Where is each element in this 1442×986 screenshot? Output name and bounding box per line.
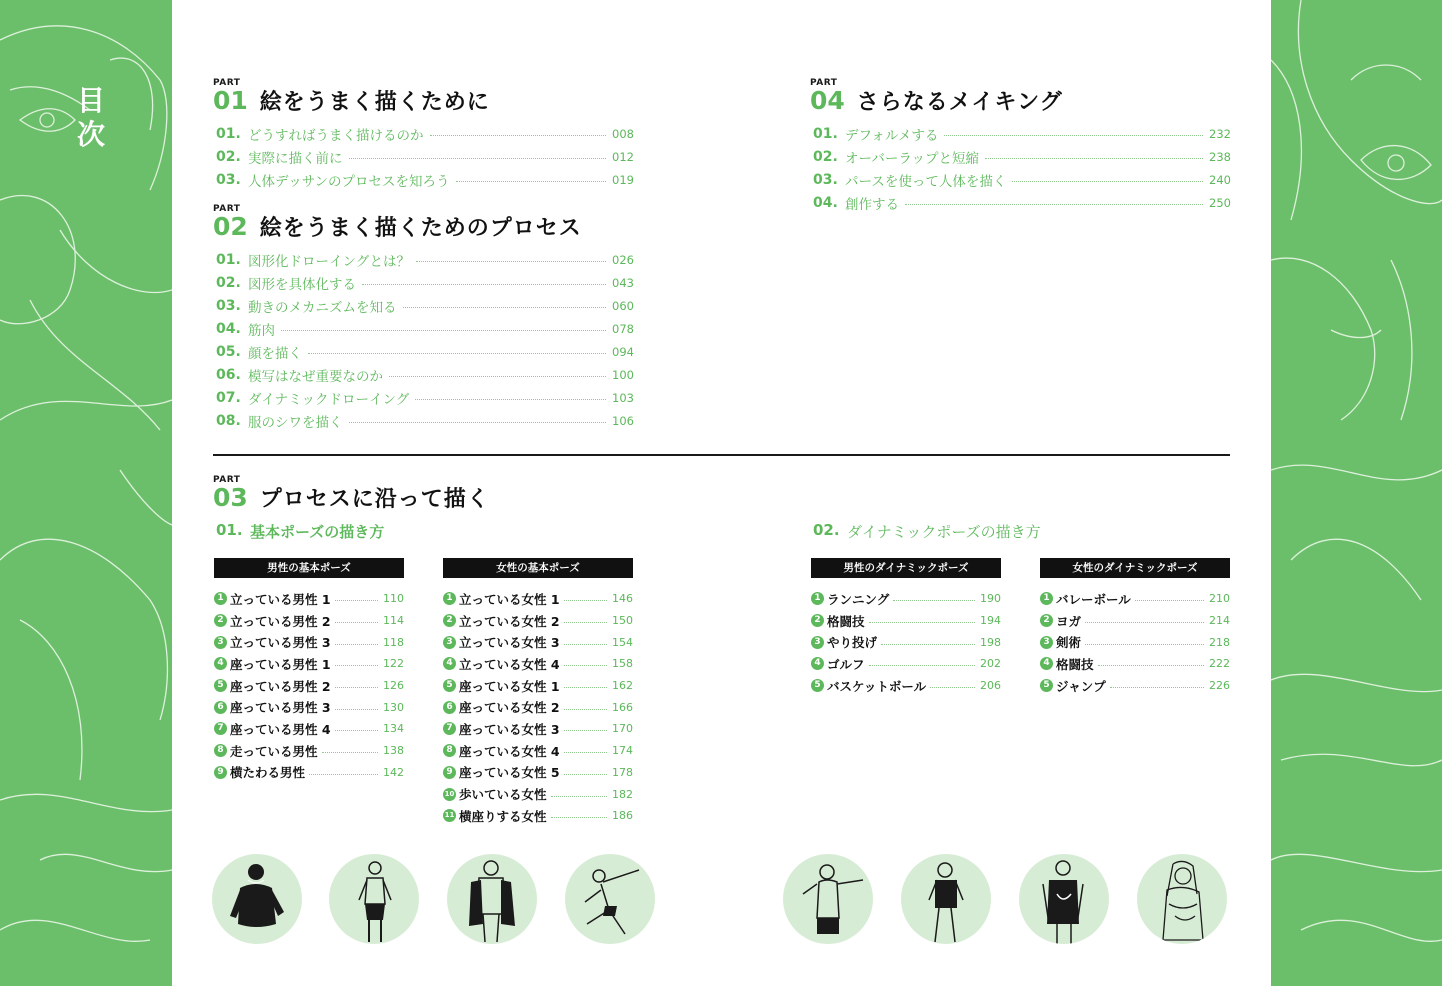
- dot-leader: [335, 665, 378, 666]
- entry-title: 実際に描く前に: [248, 150, 343, 167]
- part-01-header: [213, 78, 490, 116]
- pose-entry[interactable]: [214, 718, 404, 740]
- dot-leader: [551, 817, 607, 818]
- entry-page: 250: [1209, 195, 1231, 210]
- number-badge: 3: [214, 636, 227, 649]
- pose-entry[interactable]: [443, 783, 633, 805]
- pose-entry[interactable]: [214, 675, 404, 697]
- number-badge: 5: [811, 679, 824, 692]
- dot-leader: [564, 644, 607, 645]
- part-02-header: [213, 204, 582, 242]
- dot-leader: [335, 644, 378, 645]
- number-badge: 10: [443, 788, 456, 801]
- number-badge: 4: [443, 657, 456, 670]
- dot-leader: [564, 752, 607, 753]
- pose-title: 歩いている女性: [459, 787, 547, 803]
- number-badge: 4: [1040, 657, 1053, 670]
- pose-page: 150: [612, 614, 633, 628]
- pose-page: 134: [383, 722, 404, 736]
- part-number: 03: [213, 483, 248, 512]
- number-badge: 4: [214, 657, 227, 670]
- dot-leader: [415, 399, 606, 400]
- pose-page: 182: [612, 787, 633, 801]
- number-badge: 2: [1040, 614, 1053, 627]
- dot-leader: [389, 376, 606, 377]
- number-badge: 8: [214, 744, 227, 757]
- pose-entry[interactable]: [214, 762, 404, 784]
- toc-heading: [76, 84, 106, 152]
- part-title: 絵をうまく描くために: [259, 90, 490, 115]
- sub-title: 基本ポーズの描き方: [250, 523, 385, 541]
- number-badge: 5: [1040, 679, 1053, 692]
- pose-page: 110: [383, 592, 404, 606]
- number-badge: 7: [214, 722, 227, 735]
- pose-page: 186: [612, 809, 633, 823]
- dot-leader: [1110, 687, 1204, 688]
- dot-leader: [335, 709, 378, 710]
- toc-entry[interactable]: [813, 145, 1229, 168]
- part-title: さらなるメイキング: [856, 90, 1063, 115]
- dot-leader: [564, 622, 607, 623]
- number-badge: 3: [811, 636, 824, 649]
- pose-entry[interactable]: [1040, 675, 1230, 697]
- pose-page: 170: [612, 722, 633, 736]
- toc-entry[interactable]: [216, 122, 632, 145]
- dot-leader: [985, 158, 1203, 159]
- dot-leader: [335, 730, 378, 731]
- pose-title: 座っている女性 4: [459, 743, 560, 759]
- sub-number: 01.: [216, 521, 243, 539]
- part-number: 04: [810, 86, 845, 115]
- pose-title: 立っている男性 2: [230, 613, 331, 629]
- pose-entry[interactable]: [214, 631, 404, 653]
- number-badge: 1: [811, 592, 824, 605]
- entry-number: 05.: [216, 343, 241, 360]
- toc-entry[interactable]: [216, 340, 632, 363]
- part-label: PART: [810, 78, 838, 88]
- entry-title: 図形化ドローイングとは？: [248, 253, 410, 270]
- entry-number: 03.: [216, 297, 241, 314]
- category-male-dynamic: [811, 558, 1001, 696]
- category-female-basic: [443, 558, 633, 827]
- pose-title: 立っている女性 4: [459, 656, 560, 672]
- toc-entry[interactable]: [216, 145, 632, 168]
- category-header: 男性のダイナミックポーズ: [811, 558, 1001, 578]
- category-male-basic: [214, 558, 404, 783]
- pose-entry[interactable]: [443, 653, 633, 675]
- dot-leader: [944, 135, 1203, 136]
- dot-leader: [564, 687, 607, 688]
- pose-entry[interactable]: [214, 740, 404, 762]
- pose-entry[interactable]: [443, 696, 633, 718]
- entry-page: 019: [612, 172, 634, 187]
- pose-entry[interactable]: [1040, 610, 1230, 632]
- pose-page: 162: [612, 679, 633, 693]
- entry-title: 筋肉: [248, 322, 275, 339]
- pose-title: 座っている女性 2: [459, 700, 560, 716]
- entry-page: 026: [612, 252, 634, 267]
- number-badge: 2: [214, 614, 227, 627]
- entry-number: 01.: [813, 125, 838, 142]
- dot-leader: [564, 600, 607, 601]
- number-badge: 2: [811, 614, 824, 627]
- dot-leader: [362, 284, 606, 285]
- entry-number: 02.: [216, 274, 241, 291]
- entry-page: 103: [612, 390, 634, 405]
- toc-entry[interactable]: [216, 317, 632, 340]
- right-side-band: [1271, 0, 1442, 986]
- number-badge: 1: [214, 592, 227, 605]
- pose-entry[interactable]: [1040, 588, 1230, 610]
- number-badge: 9: [443, 766, 456, 779]
- pose-title: ヨガ: [1056, 613, 1082, 629]
- number-badge: 7: [443, 722, 456, 735]
- pose-page: 142: [383, 765, 404, 779]
- pose-title: 座っている男性 4: [230, 721, 331, 737]
- entry-title: 図形を具体化する: [248, 276, 356, 293]
- dot-leader: [1085, 622, 1204, 623]
- toc-heading-char: 次: [76, 118, 105, 151]
- dot-leader: [335, 622, 378, 623]
- dot-leader: [551, 796, 607, 797]
- pose-entry[interactable]: [443, 631, 633, 653]
- entry-number: 03.: [216, 171, 241, 188]
- entry-title: 創作する: [845, 196, 899, 213]
- pose-title: 座っている男性 2: [230, 678, 331, 694]
- pose-page: 214: [1209, 614, 1230, 628]
- part-label: PART: [213, 204, 241, 214]
- pose-page: 158: [612, 657, 633, 671]
- sub-title: ダイナミックポーズの描き方: [847, 523, 1041, 541]
- entry-title: どうすればうまく描けるのか: [248, 127, 424, 144]
- entry-number: 04.: [216, 320, 241, 337]
- pose-title: 走っている男性: [230, 743, 318, 759]
- number-badge: 5: [443, 679, 456, 692]
- subsection-dynamic-poses[interactable]: [813, 521, 1041, 542]
- pose-entry[interactable]: [811, 588, 1001, 610]
- dot-leader: [335, 600, 378, 601]
- part-04-list: [813, 122, 1229, 214]
- pose-entry[interactable]: [811, 675, 1001, 697]
- pose-page: 154: [612, 635, 633, 649]
- pose-entry[interactable]: [811, 631, 1001, 653]
- part-number: 01: [213, 86, 248, 115]
- dot-leader: [564, 730, 607, 731]
- dot-leader: [1085, 644, 1204, 645]
- pose-title: バレーボール: [1056, 591, 1131, 607]
- figure-thumbnail: [901, 854, 991, 944]
- pose-title: 座っている女性 1: [459, 678, 560, 694]
- dot-leader: [869, 622, 975, 623]
- toc-entry[interactable]: [216, 386, 632, 409]
- dot-leader: [349, 158, 607, 159]
- dot-leader: [335, 687, 378, 688]
- pose-title: 立っている女性 1: [459, 591, 560, 607]
- pose-page: 146: [612, 592, 633, 606]
- entry-page: 078: [612, 321, 634, 336]
- entry-title: ダイナミックドローイング: [248, 391, 410, 408]
- toc-entry[interactable]: [813, 191, 1229, 214]
- entry-number: 03.: [813, 171, 838, 188]
- entry-number: 01.: [216, 125, 241, 142]
- dot-leader: [456, 181, 606, 182]
- pose-title: 格闘技: [1056, 656, 1094, 672]
- pose-title: 座っている女性 3: [459, 721, 560, 737]
- pose-entry[interactable]: [811, 653, 1001, 675]
- dot-leader: [893, 600, 975, 601]
- pose-title: 格闘技: [827, 613, 865, 629]
- entry-title: パースを使って人体を描く: [845, 173, 1007, 190]
- pose-title: 横たわる男性: [230, 765, 306, 781]
- toc-heading-char: 目: [76, 84, 105, 117]
- toc-entry[interactable]: [216, 248, 632, 271]
- pose-page: 174: [612, 744, 633, 758]
- entry-number: 06.: [216, 366, 241, 383]
- part-01-list: [216, 122, 632, 191]
- entry-page: 043: [612, 275, 634, 290]
- part-title: 絵をうまく描くためのプロセス: [259, 216, 582, 241]
- dot-leader: [430, 135, 607, 136]
- number-badge: 6: [214, 701, 227, 714]
- pose-page: 122: [383, 657, 404, 671]
- dot-leader: [1012, 181, 1203, 182]
- dot-leader: [930, 687, 975, 688]
- pose-title: 立っている女性 3: [459, 635, 560, 651]
- entry-title: 服のシワを描く: [248, 414, 343, 431]
- pose-entry[interactable]: [214, 696, 404, 718]
- pose-title: ランニング: [827, 591, 890, 607]
- entry-title: 模写はなぜ重要なのか: [248, 368, 383, 385]
- toc-entry[interactable]: [813, 168, 1229, 191]
- subsection-basic-poses[interactable]: [216, 521, 384, 542]
- pose-entry[interactable]: [443, 762, 633, 784]
- pose-page: 190: [980, 592, 1001, 606]
- number-badge: 9: [214, 766, 227, 779]
- pose-title: やり投げ: [827, 635, 878, 651]
- number-badge: 3: [1040, 636, 1053, 649]
- figure-thumbnail: [212, 854, 302, 944]
- pose-entry[interactable]: [443, 718, 633, 740]
- dot-leader: [869, 665, 975, 666]
- entry-page: 094: [612, 344, 634, 359]
- pose-entry[interactable]: [1040, 653, 1230, 675]
- pose-title: 横座りする女性: [459, 808, 547, 824]
- dot-leader: [281, 330, 606, 331]
- pose-page: 206: [980, 679, 1001, 693]
- entry-page: 240: [1209, 172, 1231, 187]
- dot-leader: [881, 644, 975, 645]
- entry-number: 02.: [813, 148, 838, 165]
- entry-page: 008: [612, 126, 634, 141]
- number-badge: 11: [443, 809, 456, 822]
- pose-entry[interactable]: [443, 675, 633, 697]
- dot-leader: [564, 665, 607, 666]
- pose-page: 178: [612, 765, 633, 779]
- dot-leader: [308, 353, 606, 354]
- figure-thumbnail: [329, 854, 419, 944]
- pose-title: 立っている女性 2: [459, 613, 560, 629]
- part-02-list: [216, 248, 632, 432]
- dot-leader: [403, 307, 607, 308]
- pose-page: 198: [980, 635, 1001, 649]
- figure-thumbnail: [565, 854, 655, 944]
- pose-page: 118: [383, 635, 404, 649]
- number-badge: 3: [443, 636, 456, 649]
- dot-leader: [416, 261, 606, 262]
- entry-number: 08.: [216, 412, 241, 429]
- entry-number: 07.: [216, 389, 241, 406]
- pose-title: 剣術: [1056, 635, 1082, 651]
- pose-title: 座っている男性 3: [230, 700, 331, 716]
- entry-title: 動きのメカニズムを知る: [248, 299, 397, 316]
- number-badge: 5: [214, 679, 227, 692]
- category-header: 女性のダイナミックポーズ: [1040, 558, 1230, 578]
- category-header: 女性の基本ポーズ: [443, 558, 633, 578]
- pose-entry[interactable]: [214, 610, 404, 632]
- pose-entry[interactable]: [1040, 631, 1230, 653]
- part-04-header: [810, 78, 1063, 116]
- dot-leader: [309, 774, 378, 775]
- entry-number: 02.: [216, 148, 241, 165]
- pose-title: 座っている女性 5: [459, 765, 560, 781]
- left-side-band: [0, 0, 172, 986]
- dot-leader: [349, 422, 607, 423]
- line-art-illustration: [1271, 0, 1442, 986]
- toc-entry[interactable]: [216, 363, 632, 386]
- figure-thumbnail: [1137, 854, 1227, 944]
- pose-entry[interactable]: [443, 610, 633, 632]
- pose-title: 座っている男性 1: [230, 656, 331, 672]
- number-badge: 8: [443, 744, 456, 757]
- part-number: 02: [213, 212, 248, 241]
- number-badge: 6: [443, 701, 456, 714]
- figure-thumbnail: [447, 854, 537, 944]
- entry-number: 01.: [216, 251, 241, 268]
- number-badge: 2: [443, 614, 456, 627]
- pose-entry[interactable]: [811, 610, 1001, 632]
- toc-entry[interactable]: [216, 294, 632, 317]
- part-title: プロセスに沿って描く: [259, 487, 490, 512]
- pose-page: 194: [980, 614, 1001, 628]
- dot-leader: [564, 709, 607, 710]
- entry-title: デフォルメする: [845, 127, 939, 144]
- dot-leader: [1098, 665, 1204, 666]
- pose-entry[interactable]: [214, 588, 404, 610]
- pose-title: ゴルフ: [827, 656, 865, 672]
- pose-entry[interactable]: [443, 805, 633, 827]
- pose-page: 218: [1209, 635, 1230, 649]
- part-label: PART: [213, 475, 241, 485]
- part-label: PART: [213, 78, 241, 88]
- pose-page: 138: [383, 744, 404, 758]
- pose-page: 202: [980, 657, 1001, 671]
- number-badge: 4: [811, 657, 824, 670]
- pose-entry[interactable]: [214, 653, 404, 675]
- pose-entry[interactable]: [443, 740, 633, 762]
- entry-page: 060: [612, 298, 634, 313]
- pose-title: バスケットボール: [827, 678, 927, 694]
- pose-page: 130: [383, 700, 404, 714]
- toc-entry[interactable]: [216, 409, 632, 432]
- pose-page: 226: [1209, 679, 1230, 693]
- entry-page: 238: [1209, 149, 1231, 164]
- pose-page: 126: [383, 679, 404, 693]
- entry-title: 顔を描く: [248, 345, 302, 362]
- pose-page: 114: [383, 614, 404, 628]
- pose-title: ジャンプ: [1056, 678, 1106, 694]
- pose-page: 166: [612, 700, 633, 714]
- sub-number: 02.: [813, 521, 840, 539]
- category-header: 男性の基本ポーズ: [214, 558, 404, 578]
- figure-thumbnail: [783, 854, 873, 944]
- category-female-dynamic: [1040, 558, 1230, 696]
- entry-title: 人体デッサンのプロセスを知ろう: [248, 173, 450, 190]
- dot-leader: [322, 752, 378, 753]
- entry-page: 106: [612, 413, 634, 428]
- number-badge: 1: [443, 592, 456, 605]
- entry-number: 04.: [813, 194, 838, 211]
- pose-title: 立っている男性 3: [230, 635, 331, 651]
- dot-leader: [564, 774, 607, 775]
- dot-leader: [905, 204, 1203, 205]
- entry-title: オーバーラップと短縮: [845, 150, 980, 167]
- pose-entry[interactable]: [443, 588, 633, 610]
- toc-entry[interactable]: [813, 122, 1229, 145]
- toc-entry[interactable]: [216, 271, 632, 294]
- entry-page: 100: [612, 367, 634, 382]
- pose-title: 立っている男性 1: [230, 591, 331, 607]
- part-03-header: [213, 475, 490, 513]
- entry-page: 232: [1209, 126, 1231, 141]
- number-badge: 1: [1040, 592, 1053, 605]
- dot-leader: [1135, 600, 1204, 601]
- entry-page: 012: [612, 149, 634, 164]
- section-divider: [213, 454, 1230, 456]
- pose-page: 222: [1209, 657, 1230, 671]
- pose-page: 210: [1209, 592, 1230, 606]
- figure-thumbnail: [1019, 854, 1109, 944]
- toc-entry[interactable]: [216, 168, 632, 191]
